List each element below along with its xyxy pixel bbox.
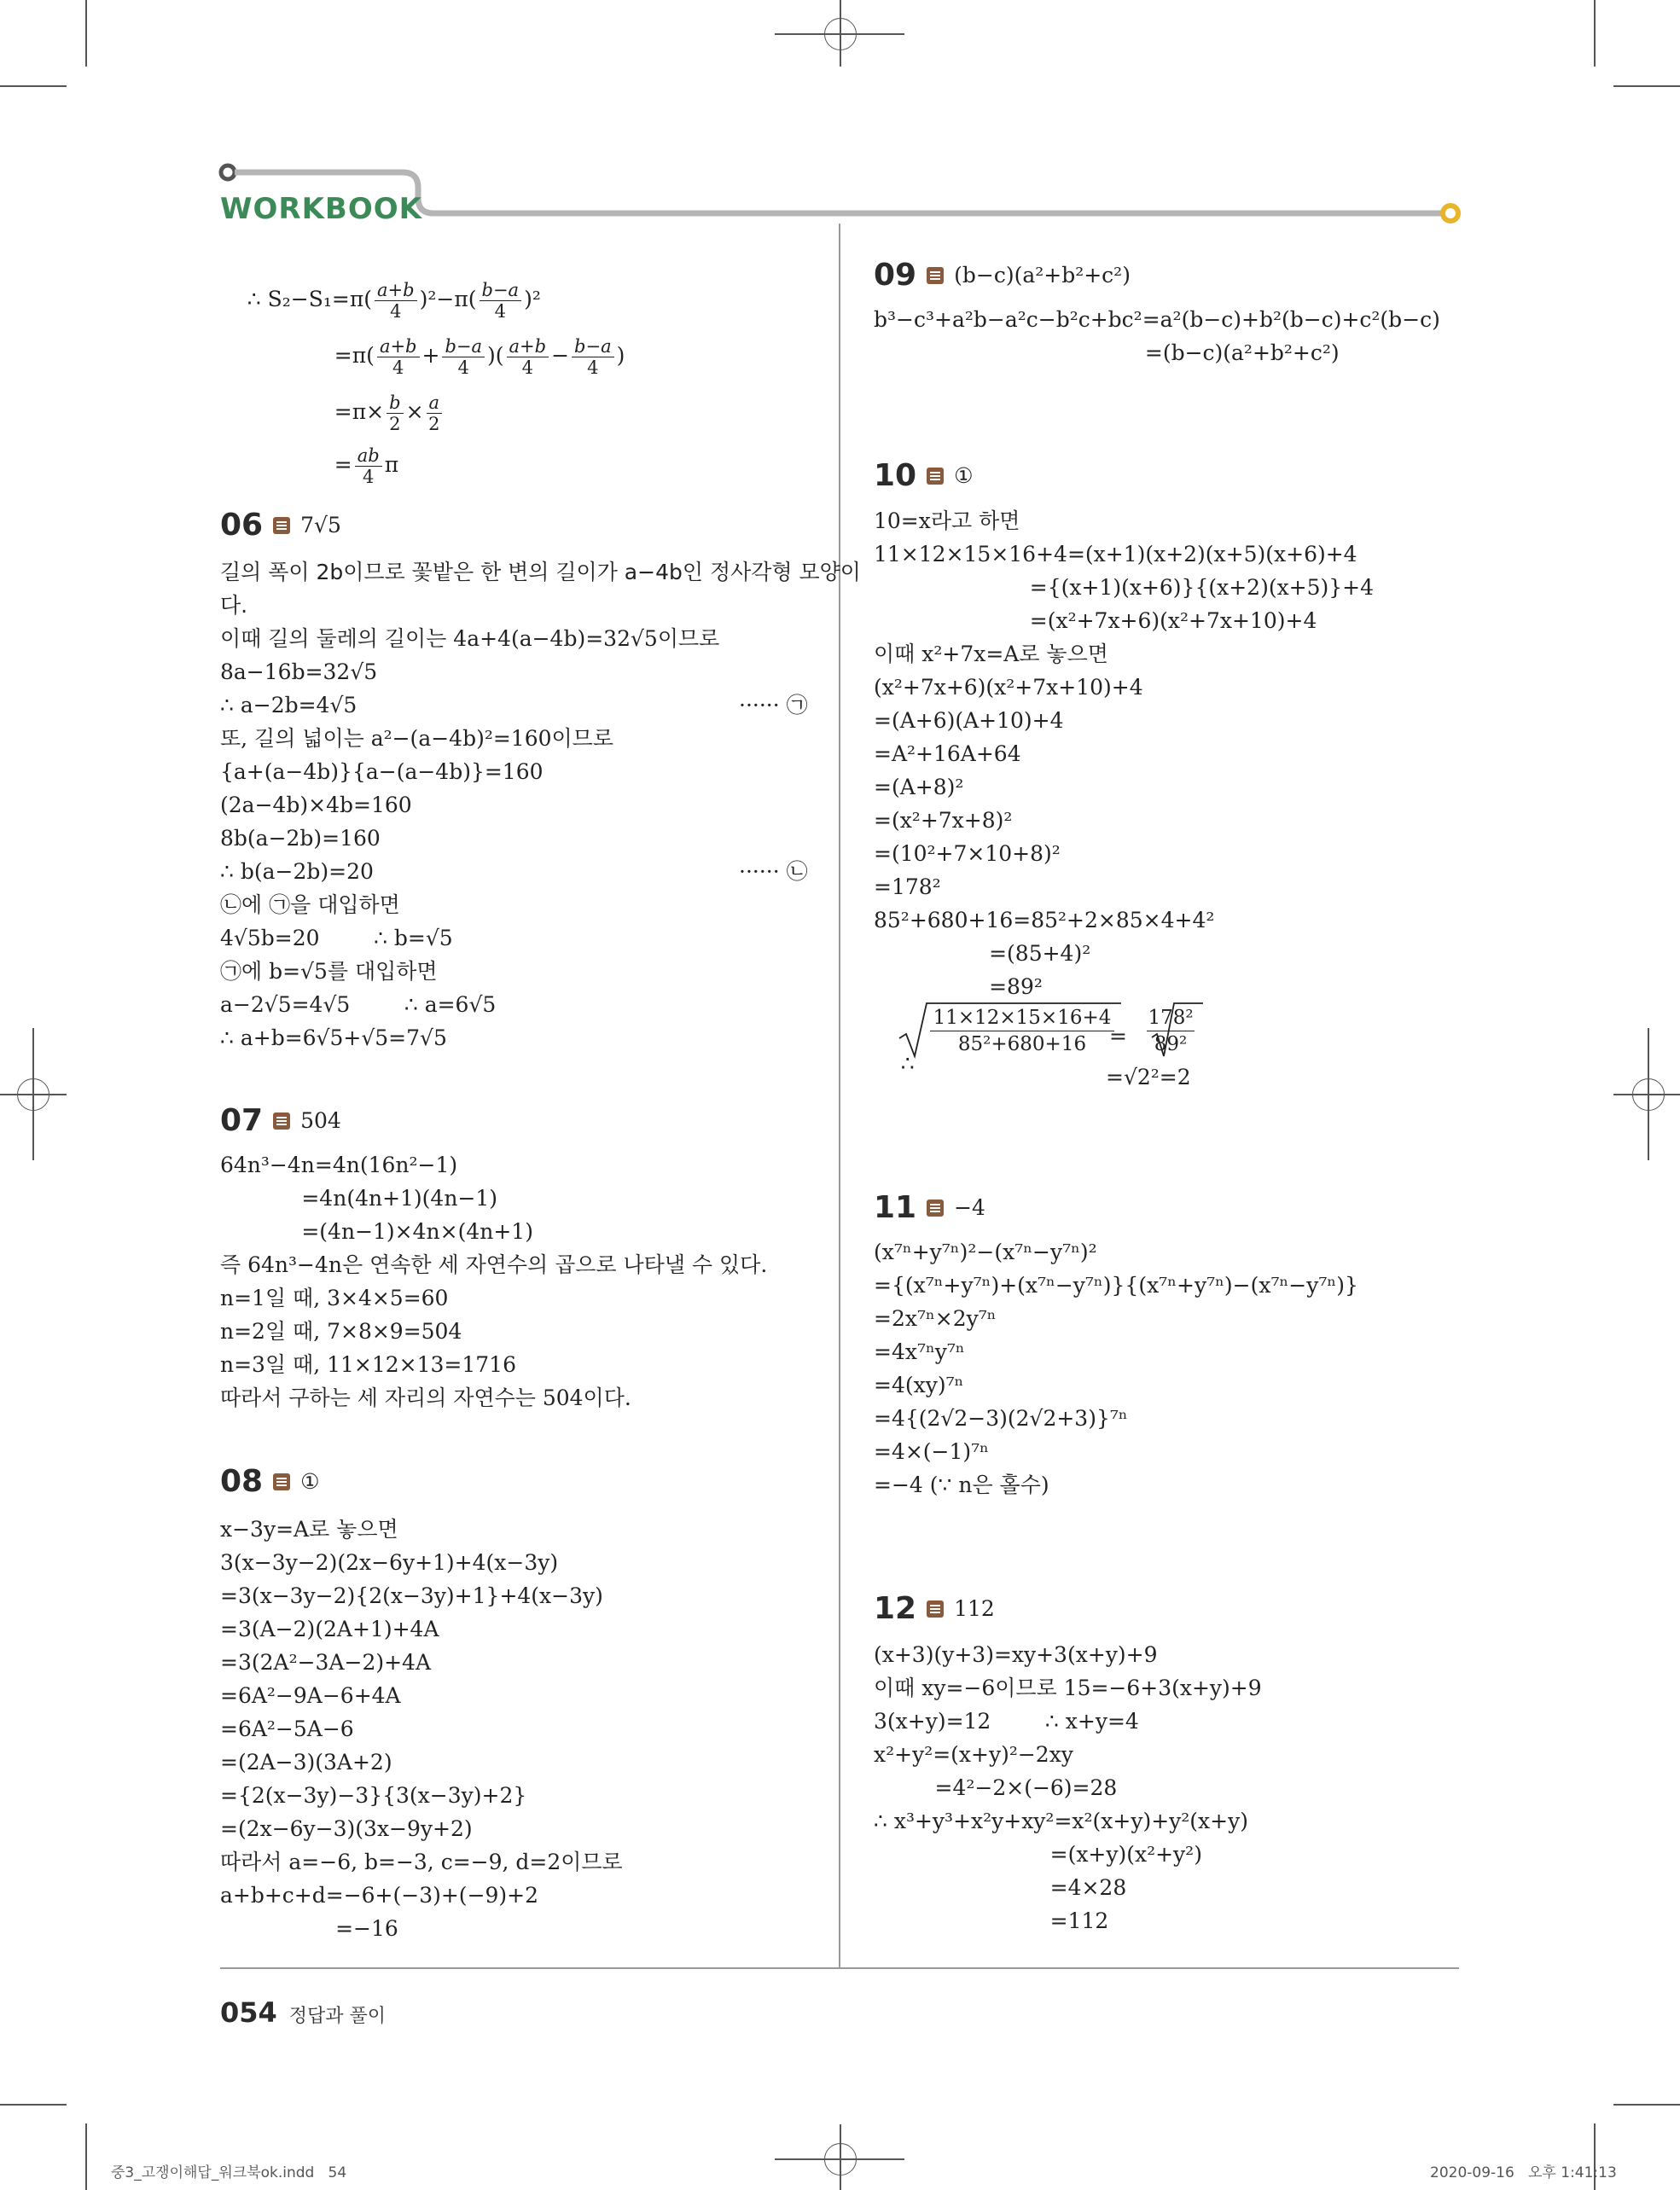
solution-line: =(4n−1)×4n×(4n+1) [220,1219,533,1244]
solution-line: (x²+7x+6)(x²+7x+10)+4 [874,675,1143,700]
solution-line: =(A+6)(A+10)+4 [874,708,1064,733]
problem-07-header [220,1103,341,1138]
answer-icon [927,267,944,284]
solution-line: =4×(−1)⁷ⁿ [874,1439,989,1464]
solution-line: 이때 x²+7x=A로 놓으면 [874,642,1108,666]
solution-line: =−16 [220,1916,398,1941]
solution-line: =89² [874,974,1043,999]
problem-number: 12 [874,1591,917,1626]
solution-line: =4²−2×(−6)=28 [874,1775,1118,1800]
solution-line: =4n(4n+1)(4n−1) [220,1186,498,1211]
solution-line: ∴ b(a−2b)=20 [220,859,374,884]
solution-line: 이때 xy=−6이므로 15=−6+3(x+y)+9 [874,1676,1262,1700]
radical-fraction [930,1005,1114,1057]
solution-line: ∴ a+b=6√5+√5=7√5 [220,1025,447,1050]
problem-number: 07 [220,1103,264,1138]
workbook-label: WORKBOOK [220,192,423,226]
fraction-numerator: 178² [1147,1005,1195,1031]
solution-line: =4{(2√2−3)(2√2+3)}⁷ⁿ [874,1406,1128,1431]
problem-12-header [874,1591,995,1626]
solution-line: 85²+680+16=85²+2×85×4+4² [874,908,1215,932]
solution-line: n=1일 때, 3×4×5=60 [220,1286,449,1310]
solution-line: ={(x+1)(x+6)}{(x+2)(x+5)}+4 [874,575,1375,600]
solution-line: =3(2A²−3A−2)+4A [220,1650,432,1675]
problem-08-header [220,1464,320,1499]
solution-line: n=2일 때, 7×8×9=504 [220,1319,462,1344]
fraction-numerator: 11×12×15×16+4 [930,1005,1114,1031]
registration-line [1613,1094,1680,1095]
solution-line: 10=x라고 하면 [874,508,1020,533]
page-footer [220,1996,386,2029]
solution-line: =178² [874,874,941,899]
radical-line: ∴ [900,1051,915,1076]
answer-value: 7√5 [300,513,341,537]
equation-tag: ······ ㉡ [739,859,808,884]
solution-line: =(2A−3)(3A+2) [220,1750,392,1775]
solution-line: =2x⁷ⁿ×2y⁷ⁿ [874,1306,997,1331]
solution-line: =4×28 [874,1875,1127,1900]
math-line: =π× $\frac{b}{2}$ × $\frac{a}{2}$ [307,360,445,467]
solution-line: =(10²+7×10+8)² [874,841,1061,866]
answer-icon [273,1112,290,1130]
math-line: =π( $\frac{a+b}{4}$ + $\frac{b-a}{4}$ )( $\frac{a+b}{4}$ − $\frac{b-a}{4}$ ) [334,336,625,378]
problem-number: 10 [874,458,917,493]
solution-line: =√2²=2 [1106,1065,1191,1089]
slug-file: 중3_고쟁이해답_워크북ok.indd 54 [111,2164,347,2181]
solution-line: =3(A−2)(2A+1)+4A [220,1617,439,1641]
solution-line: =(b−c)(a²+b²+c²) [874,340,1340,365]
solution-line: 8b(a−2b)=160 [220,826,381,851]
solution-line: 3(x−3y−2)(2x−6y+1)+4(x−3y) [220,1550,559,1575]
math-line: ∴ S₂−S₁=π( $\frac{a+b}{4}$ )²−π( $\frac{b-a}{4}$ )² [247,280,541,322]
answer-icon [273,517,290,534]
solution-line: =(x+y)(x²+y²) [874,1842,1202,1867]
solution-line: =−4 (∵ n은 홀수) [874,1473,1049,1497]
crop-mark [0,85,67,87]
solution-line: =(A+8)² [874,775,964,799]
solution-line: ∴ a−2b=4√5 [220,693,358,717]
fraction-denominator: 89² [1154,1033,1188,1055]
solution-line: 길의 폭이 2b이므로 꽃밭은 한 변의 길이가 a−4b인 정사각형 모양이 [220,560,861,584]
registration-line [32,1028,34,1160]
radical-fraction [1147,1005,1195,1057]
solution-line: {a+(a−4b)}{a−(a−4b)}=160 [220,759,544,784]
problem-10-header [874,458,974,493]
solution-line: 8a−16b=32√5 [220,659,378,684]
page-number: 054 [220,1996,277,2029]
solution-line: ∴ x³+y³+x²y+xy²=x²(x+y)+y²(x+y) [874,1809,1248,1833]
solution-line: =3(x−3y−2){2(x−3y)+1}+4(x−3y) [220,1583,603,1608]
crop-mark [0,2104,67,2106]
footer-rule [220,1967,1459,1969]
solution-line: =(2x−6y−3)(3x−9y+2) [220,1816,473,1841]
problem-06-header [220,508,341,543]
answer-value: 504 [300,1108,341,1133]
solution-line: ㉡에 ㉠을 대입하면 [220,892,400,917]
footer-label: 정답과 풀이 [288,2006,387,2027]
answer-icon [927,1600,944,1618]
equals-sign: = [1109,1024,1127,1049]
solution-line: (2a−4b)×4b=160 [220,793,412,817]
solution-line: =4x⁷ⁿy⁷ⁿ [874,1339,965,1364]
solution-line: =112 [874,1908,1109,1933]
crop-mark [1613,85,1680,87]
solution-line: b³−c³+a²b−a²c−b²c+bc²=a²(b−c)+b²(b−c)+c²(b−c) [874,307,1440,332]
answer-value: ① [300,1469,320,1494]
solution-line: (x+3)(y+3)=xy+3(x+y)+9 [874,1642,1158,1667]
solution-line: x²+y²=(x+y)²−2xy [874,1742,1073,1767]
solution-line: 3(x+y)=12 ∴ x+y=4 [874,1709,1139,1734]
answer-icon [927,1200,944,1217]
problem-number: 08 [220,1464,264,1499]
solution-line: a−2√5=4√5 ∴ a=6√5 [220,992,497,1017]
solution-line: a+b+c+d=−6+(−3)+(−9)+2 [220,1883,539,1908]
solution-line: ㉠에 b=√5를 대입하면 [220,959,438,984]
solution-line: =A²+16A+64 [874,741,1021,766]
column-divider [839,224,840,1968]
solution-line: =4(xy)⁷ⁿ [874,1373,964,1397]
solution-line: =(x²+7x+8)² [874,808,1013,833]
solution-line: 또, 길의 넓이는 a²−(a−4b)²=160이므로 [220,726,613,751]
crop-mark [85,0,87,67]
solution-line: 따라서 구하는 세 자리의 자연수는 504이다. [220,1385,631,1410]
crop-mark [1613,2104,1680,2106]
solution-line: 다. [220,593,248,618]
solution-line: ={(x⁷ⁿ+y⁷ⁿ)+(x⁷ⁿ−y⁷ⁿ)}{(x⁷ⁿ+y⁷ⁿ)−(x⁷ⁿ−y⁷ⁿ)} [874,1273,1358,1298]
crop-mark [85,2123,87,2190]
problem-number: 09 [874,258,917,293]
slug-date: 2020-09-16 오후 1:41:13 [1430,2164,1617,2181]
registration-line [840,0,841,67]
problem-09-header [874,258,1131,293]
solution-line: ={2(x−3y)−3}{3(x−3y)+2} [220,1783,527,1808]
problem-number: 06 [220,508,264,543]
solution-line: 64n³−4n=4n(16n²−1) [220,1153,458,1177]
solution-line: 즉 64n³−4n은 연속한 세 자연수의 곱으로 나타낼 수 있다. [220,1252,768,1277]
answer-icon [273,1473,290,1490]
registration-line [1648,1028,1649,1160]
solution-line: =(x²+7x+6)(x²+7x+10)+4 [874,608,1317,633]
solution-line: 따라서 a=−6, b=−3, c=−9, d=2이므로 [220,1850,623,1874]
answer-value: 112 [954,1596,995,1621]
solution-line: (x⁷ⁿ+y⁷ⁿ)²−(x⁷ⁿ−y⁷ⁿ)² [874,1240,1097,1264]
solution-line: =6A²−5A−6 [220,1717,354,1741]
solution-line: 4√5b=20 ∴ b=√5 [220,926,453,950]
registration-line [840,2124,841,2190]
problem-11-header [874,1190,985,1225]
equation-tag: ······ ㉠ [739,693,808,717]
solution-line: n=3일 때, 11×12×13=1716 [220,1352,516,1377]
answer-icon [927,468,944,485]
solution-line: 11×12×15×16+4=(x+1)(x+2)(x+5)(x+6)+4 [874,542,1357,566]
solution-line: =(85+4)² [874,941,1091,966]
fraction-denominator: 85²+680+16 [957,1033,1087,1055]
answer-value: ① [954,463,974,488]
solution-line: 이때 길의 둘레의 길이는 4a+4(a−4b)=32√5이므로 [220,626,720,651]
solution-line: =6A²−9A−6+4A [220,1683,401,1708]
answer-value: −4 [954,1195,985,1220]
math-line: = $\frac{ab}{4}$ π [334,445,399,487]
crop-mark [1594,0,1596,67]
answer-value: (b−c)(a²+b²+c²) [954,263,1131,288]
solution-line: x−3y=A로 놓으면 [220,1517,398,1542]
problem-number: 11 [874,1190,917,1225]
